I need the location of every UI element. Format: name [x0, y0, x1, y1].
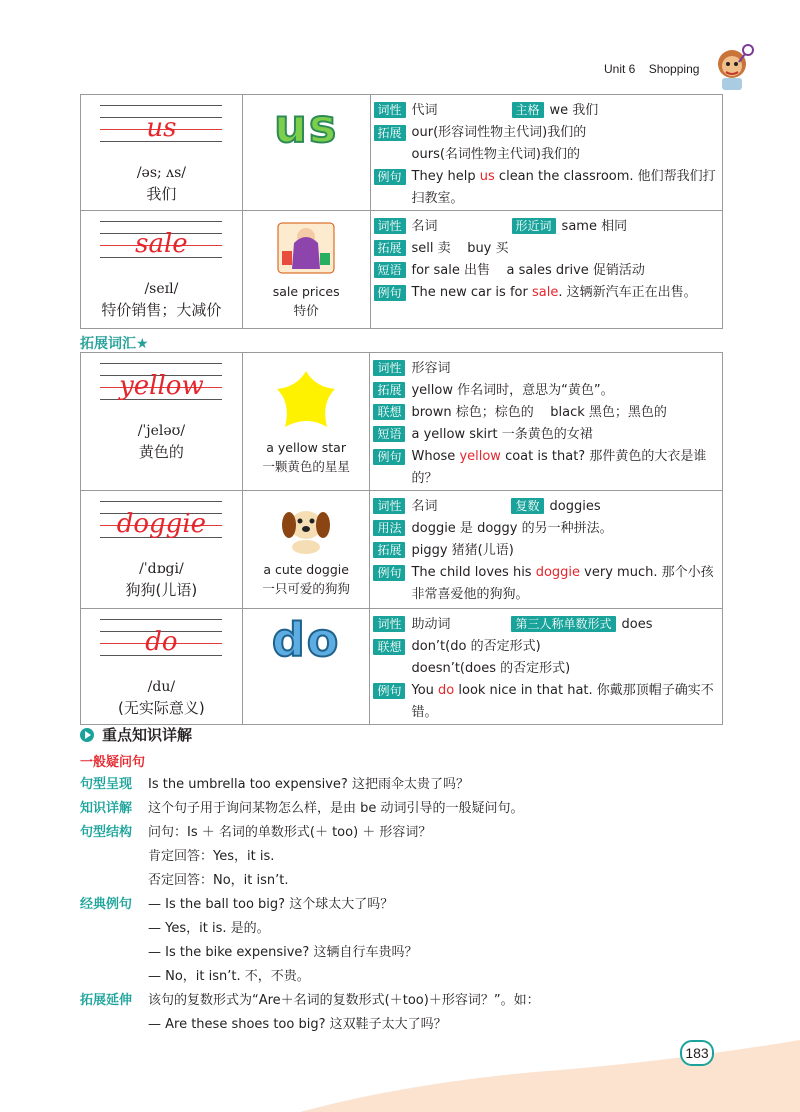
- knowledge-row: 知识详解 这个句子用于询问某物怎么样，是由 be 动词引导的一般疑问句。: [80, 801, 524, 816]
- word-cell: [81, 353, 243, 491]
- picture-caption-zh: 一颗黄色的星星: [262, 459, 350, 474]
- pos: 名词: [411, 499, 438, 514]
- association: brown 棕色；棕色的 black 黑色；黑色的: [411, 405, 667, 420]
- meaning: 黄色的: [138, 443, 184, 461]
- extension: our(形容词性物主代词)我们的: [411, 125, 587, 140]
- headword: doggie: [116, 509, 207, 539]
- vocab-table-core: [80, 94, 723, 329]
- knowledge-section: [80, 724, 740, 1034]
- tag: 短语: [374, 262, 406, 278]
- plural-form: doggies: [549, 499, 601, 514]
- knowledge-title: 重点知识详解: [80, 724, 740, 745]
- writing-lines: [100, 619, 222, 673]
- picture-caption-en: a yellow star: [266, 440, 346, 455]
- extension: piggy 猪猪(儿语): [411, 543, 514, 558]
- vocab-row-doggie: [81, 491, 723, 609]
- vocab-row-us: [81, 95, 723, 211]
- tag: 拓展: [373, 542, 405, 558]
- tag: 拓展: [373, 382, 405, 398]
- page-header: [604, 62, 709, 76]
- us-letters-image: us: [274, 99, 339, 153]
- detail-cell: [370, 609, 723, 725]
- tag: 形近词: [512, 218, 556, 234]
- decorative-wave: [300, 1020, 800, 1112]
- knowledge-line: — No，it isn’t. 不，不贵。: [148, 969, 310, 984]
- tag: 词性: [374, 102, 406, 118]
- knowledge-line: 肯定回答：Yes，it is.: [148, 849, 275, 864]
- example-sentence: They help us clean the classroom. 他们帮我们打扫教室。: [411, 169, 716, 206]
- tag: 词性: [374, 218, 406, 234]
- writing-lines: [100, 221, 222, 275]
- headword: sale: [135, 229, 188, 259]
- knowledge-line: — Yes，it is. 是的。: [148, 921, 270, 936]
- tag: 短语: [373, 426, 405, 442]
- meaning: 狗狗(儿语): [125, 581, 198, 599]
- picture-cell: [242, 211, 370, 329]
- tag: 拓展: [374, 125, 406, 141]
- knowledge-line: — Are these shoes too big? 这双鞋子太大了吗？: [148, 1017, 447, 1032]
- tag: 例句: [373, 449, 405, 465]
- knowledge-row: 经典例句 — Is the ball too big? 这个球太大了吗？: [80, 897, 394, 912]
- vocab-row-yellow: [81, 353, 723, 491]
- knowledge-row: 句型结构 问句：Is ＋ 名词的单数形式(＋ too) ＋ 形容词？: [80, 825, 432, 840]
- association: don’t(do 的否定形式): [411, 639, 541, 654]
- vocab-row-sale: [81, 211, 723, 329]
- writing-lines: [100, 363, 222, 417]
- example-sentence: You do look nice in that hat. 你戴那顶帽子确实不错。: [411, 683, 714, 720]
- picture-caption-zh: 特价: [293, 303, 319, 318]
- extension: ours(名词性物主代词)我们的: [411, 147, 580, 162]
- section-label-extended-vocab: 拓展词汇★: [80, 336, 149, 352]
- detail-cell: [370, 95, 722, 211]
- picture-cell: [242, 353, 370, 491]
- word-cell: [81, 609, 243, 725]
- meaning: (无实际意义): [118, 699, 205, 717]
- phonetic: /əs; ʌs/: [136, 165, 186, 181]
- pos: 代词: [411, 103, 438, 118]
- phrase: a yellow skirt 一条黄色的女裙: [411, 427, 593, 442]
- knowledge-row: 拓展延伸 该句的复数形式为“Are＋名词的复数形式(＋too)＋形容词？”。如：: [80, 993, 540, 1008]
- yellow-star-icon: [271, 367, 341, 433]
- example-sentence: Whose yellow coat is that? 那件黄色的大衣是谁的？: [411, 449, 707, 486]
- tag: 词性: [373, 616, 405, 632]
- detail-cell: [370, 491, 723, 609]
- picture-cell: [242, 95, 370, 211]
- tag: 拓展: [374, 240, 406, 256]
- tag: 复数: [511, 498, 543, 514]
- headword: us: [146, 113, 177, 143]
- pos: 助动词: [411, 617, 451, 632]
- tag: 主格: [512, 102, 544, 118]
- vocab-table-extended: [80, 352, 723, 725]
- association: doesn’t(does 的否定形式): [411, 661, 571, 676]
- phrase: for sale 出售 a sales drive 促销活动: [411, 263, 645, 278]
- do-letters-image: do: [271, 613, 341, 667]
- tag: 例句: [373, 683, 405, 699]
- puppy-icon: [275, 499, 337, 555]
- phonetic: /seɪl/: [144, 281, 179, 297]
- headword: yellow: [119, 371, 204, 401]
- unit-title: Shopping: [648, 62, 700, 76]
- tag: 例句: [373, 565, 405, 581]
- extension: yellow 作名词时，意思为“黄色”。: [411, 383, 614, 398]
- headword: do: [145, 627, 178, 657]
- meaning: 我们: [146, 185, 177, 203]
- third-person-form: does: [621, 617, 653, 632]
- tag: 联想: [373, 404, 405, 420]
- pos: 名词: [411, 219, 438, 234]
- word-cell: [81, 211, 243, 329]
- knowledge-row: 句型呈现 Is the umbrella too expensive? 这把雨伞太贵了吗？: [80, 777, 469, 792]
- tag: 例句: [374, 169, 406, 185]
- tag: 例句: [374, 285, 406, 301]
- detail-cell: [370, 211, 722, 329]
- picture-caption-zh: 一只可爱的狗狗: [262, 581, 350, 596]
- writing-lines: [100, 105, 222, 159]
- phonetic: /ˈjeləʊ/: [137, 423, 186, 439]
- extension: sell 卖 buy 买: [411, 241, 509, 256]
- knowledge-subtitle: 一般疑问句: [80, 755, 146, 770]
- knowledge-line: 否定回答：No，it isn’t.: [148, 873, 289, 888]
- page-number: 183: [680, 1040, 714, 1066]
- phonetic: /du/: [147, 679, 176, 695]
- example-sentence: The new car is for sale. 这辆新汽车正在出售。: [411, 285, 697, 300]
- picture-caption-en: sale prices: [272, 284, 340, 299]
- play-icon: [80, 728, 94, 742]
- picture-cell: [242, 609, 370, 725]
- phonetic: /ˈdɒgi/: [139, 561, 184, 577]
- tag: 第三人称单数形式: [511, 616, 615, 632]
- shopping-woman-image: [276, 217, 336, 277]
- word-cell: [81, 491, 243, 609]
- writing-lines: [100, 501, 222, 555]
- word-cell: [81, 95, 243, 211]
- pos: 形容词: [411, 361, 451, 376]
- picture-caption-en: a cute doggie: [263, 562, 349, 577]
- similar-word: same 相同: [561, 219, 628, 234]
- picture-cell: [242, 491, 370, 609]
- mascot-icon: [712, 42, 756, 92]
- usage: doggie 是 doggy 的另一种拼法。: [411, 521, 613, 536]
- tag: 用法: [373, 520, 405, 536]
- detail-cell: [370, 353, 723, 491]
- tag: 联想: [373, 639, 405, 655]
- tag: 词性: [373, 360, 405, 376]
- nominative: we 我们: [549, 103, 599, 118]
- vocab-row-do: [81, 609, 723, 725]
- meaning: 特价销售；大减价: [101, 301, 222, 319]
- tag: 词性: [373, 498, 405, 514]
- example-sentence: The child loves his doggie very much. 那个小孩非常喜爱他的狗狗。: [411, 565, 714, 602]
- knowledge-line: — Is the bike expensive? 这辆自行车贵吗？: [148, 945, 418, 960]
- unit-label: Unit 6: [604, 62, 636, 76]
